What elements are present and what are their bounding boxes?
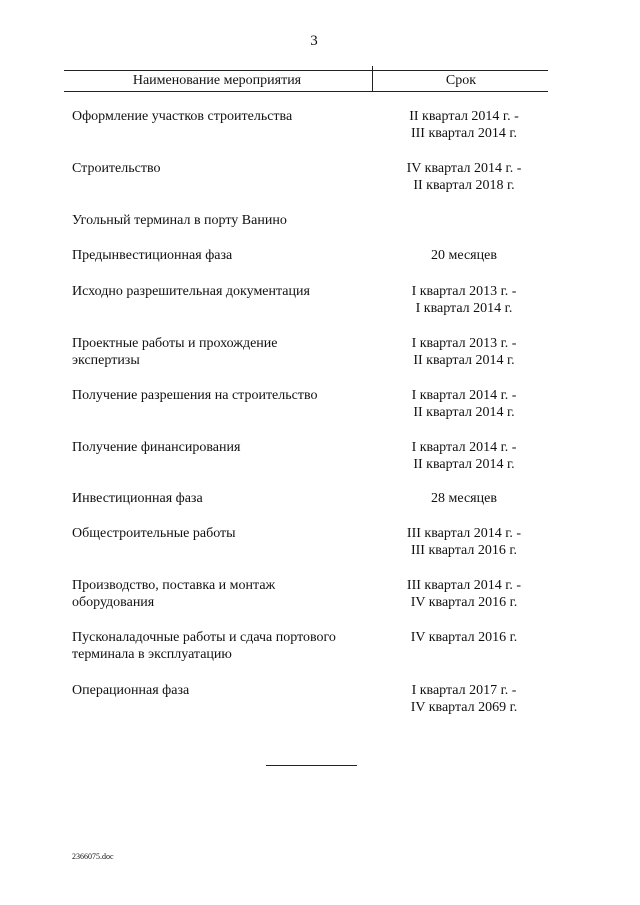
document-id: 2366075.doc: [72, 852, 114, 861]
row-term-line: III квартал 2014 г. -: [406, 578, 522, 593]
row-term-line: IV квартал 2014 г. -: [406, 161, 522, 176]
column-header-term: Срок: [445, 73, 477, 88]
row-term-line: II квартал 2018 г.: [413, 178, 515, 193]
row-term: [380, 629, 548, 646]
row-name: Производство, поставка и монтаж оборудования: [72, 578, 276, 610]
row-term: [380, 439, 548, 473]
row-term: [380, 160, 548, 194]
row-name: Оформление участков строительства: [72, 109, 293, 124]
row-term-line: III квартал 2014 г.: [410, 126, 518, 141]
row-term: [380, 577, 548, 611]
row-term: [380, 247, 548, 264]
row-term-line: II квартал 2014 г.: [413, 457, 515, 472]
row-term-line: III квартал 2016 г.: [410, 543, 518, 558]
row-name: Получение финансирования: [72, 440, 241, 455]
row-term-line: IV квартал 2016 г.: [410, 595, 518, 610]
row-term-line: I квартал 2014 г. -: [411, 388, 517, 403]
row-term-line: IV квартал 2069 г.: [410, 700, 518, 715]
row-term-line: I квартал 2014 г.: [415, 301, 513, 316]
row-term-line: I квартал 2013 г. -: [411, 284, 517, 299]
row-term-line: II квартал 2014 г.: [413, 353, 515, 368]
row-term-line: I квартал 2013 г. -: [411, 336, 517, 351]
end-rule: [266, 765, 357, 766]
row-name: Инвестиционная фаза: [72, 491, 203, 506]
row-term: [380, 387, 548, 421]
row-term-line: I квартал 2017 г. -: [411, 683, 517, 698]
row-term-line: IV квартал 2016 г.: [410, 630, 518, 645]
row-name: Проектные работы и прохождение экспертизы: [72, 336, 278, 368]
column-header-name: Наименование мероприятия: [132, 73, 302, 88]
row-name: Строительство: [72, 161, 161, 176]
row-term-line: III квартал 2014 г. -: [406, 526, 522, 541]
row-term: [380, 283, 548, 317]
row-name: Получение разрешения на строительство: [72, 388, 318, 403]
row-term: [380, 335, 548, 369]
row-term: [380, 490, 548, 507]
row-name: Исходно разрешительная документация: [72, 284, 310, 299]
row-term-line: II квартал 2014 г. -: [409, 109, 519, 124]
page-number: 3: [310, 33, 318, 49]
row-term: [380, 525, 548, 559]
row-term-line: 20 месяцев: [431, 248, 497, 263]
row-name: Предынвестиционная фаза: [72, 248, 233, 263]
row-term-line: II квартал 2014 г.: [413, 405, 515, 420]
table-header-divider: [372, 66, 373, 92]
row-name: Операционная фаза: [72, 683, 190, 698]
row-name: Пусконаладочные работы и сдача портового терминала в эксплуатацию: [72, 630, 336, 662]
row-term-line: 28 месяцев: [431, 491, 497, 506]
table-header-bottom-rule: [64, 91, 548, 92]
row-term: [380, 108, 548, 142]
row-name: Общестроительные работы: [72, 526, 236, 541]
row-term-line: I квартал 2014 г. -: [411, 440, 517, 455]
row-term: [380, 682, 548, 716]
row-name-section: Угольный терминал в порту Ванино: [72, 213, 287, 228]
